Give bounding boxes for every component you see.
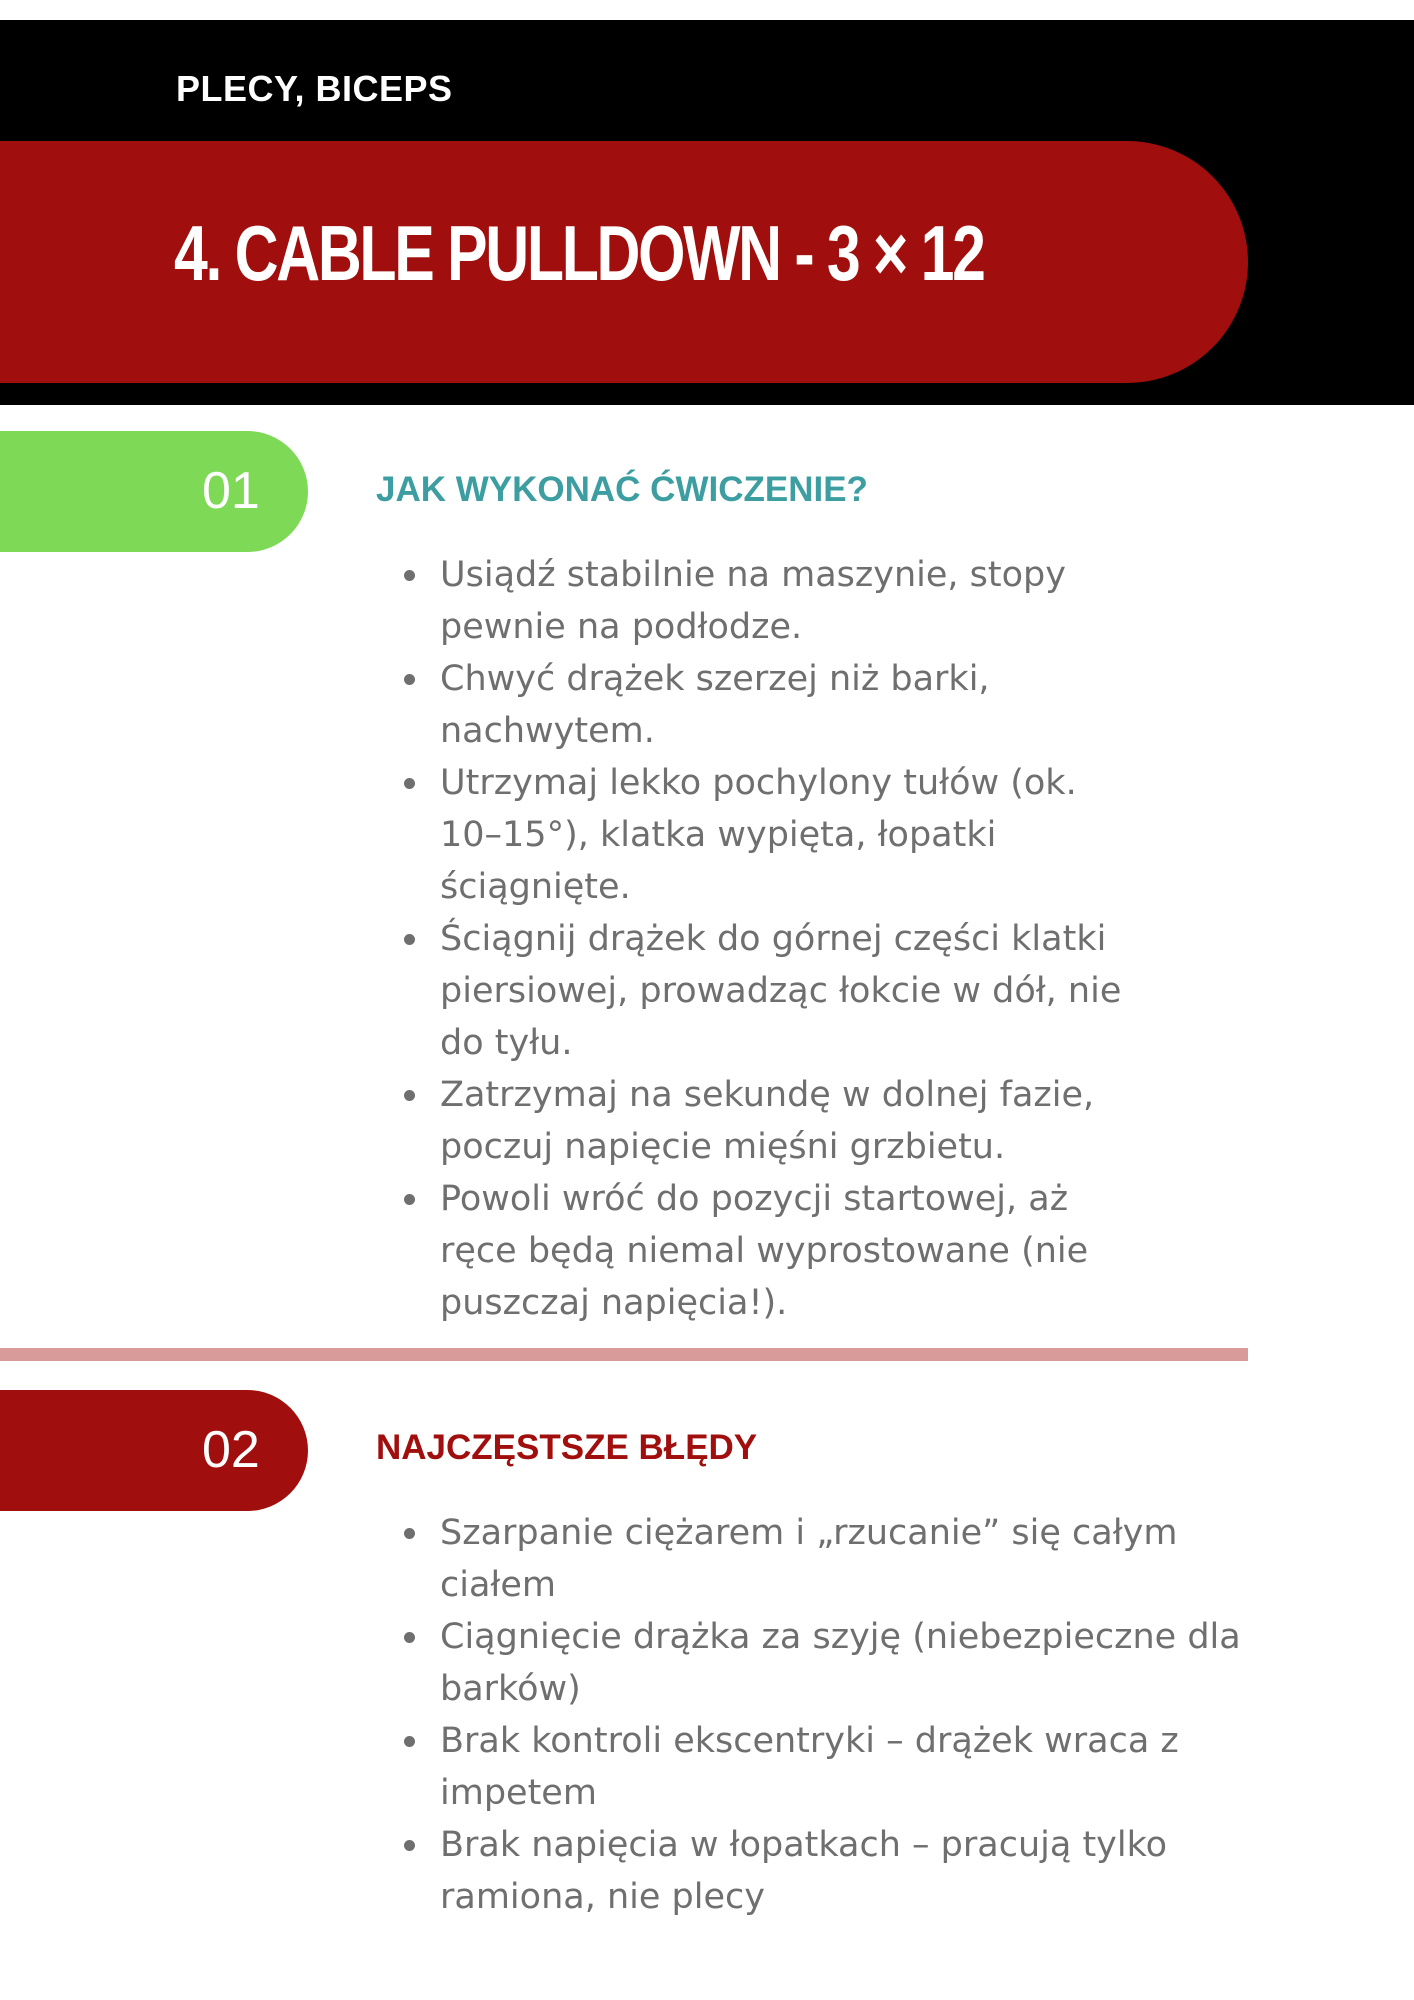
list-item-line: barków) [440,1669,581,1709]
list-item-line: Utrzymaj lekko pochylony tułów (ok. [440,763,1077,803]
list-item [440,913,1310,1069]
list-item [440,1819,1310,1923]
mistakes-list [440,1507,1310,1923]
list-item-line: piersiowej, prowadząc łokcie w dół, nie [440,971,1122,1011]
category-label: PLECY, BICEPS [176,68,453,109]
list-item-line: pewnie na podłodze. [440,607,803,647]
section-heading-mistakes: NAJCZĘSTSZE BŁĘDY [376,1428,758,1467]
section-heading-how-to: JAK WYKONAĆ ĆWICZENIE? [376,470,868,509]
list-item [440,1715,1310,1819]
list-item-line: impetem [440,1773,597,1813]
bullet-icon [404,674,415,685]
list-item [440,1611,1310,1715]
list-item-line: ściągnięte. [440,867,631,907]
list-item [440,1069,1310,1173]
bullet-icon [404,1632,415,1643]
section-number-02: 02 [202,1421,260,1479]
list-item-line: ramiona, nie plecy [440,1877,765,1917]
section-divider [0,1348,1248,1361]
list-item [440,1173,1310,1329]
list-item-line: ręce będą niemal wyprostowane (nie [440,1231,1089,1271]
list-item [440,757,1310,913]
list-item-line: Usiądź stabilnie na maszynie, stopy [440,555,1066,595]
bullet-icon [404,1194,415,1205]
list-item-line: do tyłu. [440,1023,573,1063]
exercise-title: 4. CABLE PULLDOWN - 3 × 12 [174,209,984,297]
bullet-icon [404,1840,415,1851]
list-item-line: Brak napięcia w łopatkach – pracują tylko [440,1825,1168,1865]
list-item [440,653,1310,757]
list-item [440,1507,1310,1611]
list-item [440,549,1310,653]
list-item-line: poczuj napięcie mięśni grzbietu. [440,1127,1006,1167]
list-item-line: Powoli wróć do pozycji startowej, aż [440,1179,1069,1219]
section-number-badge-02 [0,1390,308,1511]
list-item-line: Brak kontroli ekscentryki – drążek wraca z [440,1721,1179,1761]
list-item-line: Chwyć drążek szerzej niż barki, [440,659,990,699]
list-item-line: Ciągnięcie drążka za szyję (niebezpieczne dla [440,1617,1241,1657]
bullet-icon [404,570,415,581]
list-item-line: Ściągnij drążek do górnej części klatki [440,919,1107,959]
section-number-badge-01 [0,431,308,552]
bullet-icon [404,1528,415,1539]
list-item-line: puszczaj napięcia!). [440,1283,788,1323]
list-item-line: Zatrzymaj na sekundę w dolnej fazie, [440,1075,1095,1115]
list-item-line: Szarpanie ciężarem i „rzucanie” się całym [440,1513,1178,1553]
list-item-line: nachwytem. [440,711,655,751]
list-item-line: 10–15°), klatka wypięta, łopatki [440,815,997,855]
section-number-01: 01 [202,462,260,520]
bullet-icon [404,934,415,945]
instructions-list [440,549,1310,1329]
bullet-icon [404,1736,415,1747]
bullet-icon [404,778,415,789]
bullet-icon [404,1090,415,1101]
list-item-line: ciałem [440,1565,556,1605]
